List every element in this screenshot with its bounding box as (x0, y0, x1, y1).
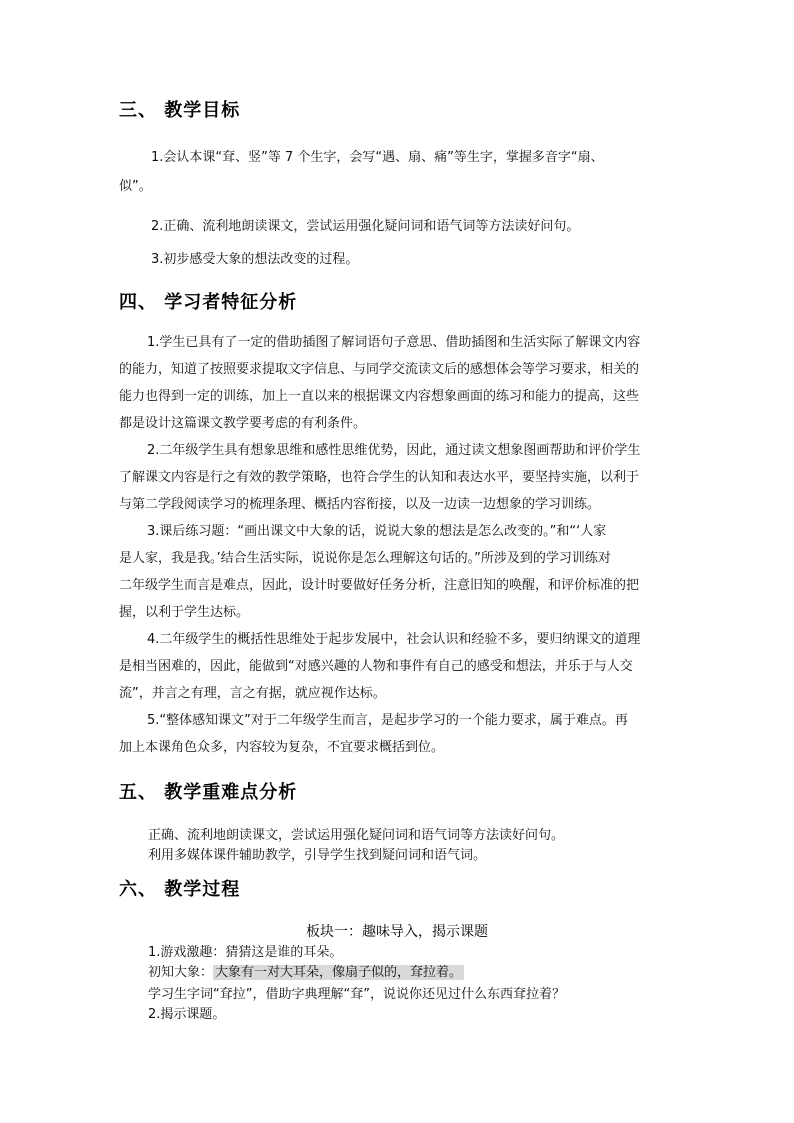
highlighted-sentence: 大象有一对大耳朵，像扇子似的，耷拉着。 (215, 965, 463, 980)
paragraph-line: 2.二年级学生具有想象思维和感性思维优势，因此，通过读文想象图画帮助和评价学生 (147, 443, 641, 458)
process-line-3: 学习生字词“耷拉”，借助字典理解“耷”，说说你还见过什么东西耷拉着？ (148, 987, 565, 1002)
process-line-2-prefix: 初知大象： (148, 965, 214, 980)
process-line-4: 2.揭示课题。 (148, 1007, 226, 1022)
process-line-2 (148, 964, 464, 982)
learner-paragraph-1 (119, 329, 679, 437)
paragraph-line: 加上本课角色众多，内容较为复杂，不宜要求概括到位。 (119, 740, 445, 755)
goal-1-line-1: 1.会认本课“耷、竖”等 7 个生字，会写“遇、扇、痛”等生字，掌握多音字“扇、 (151, 150, 604, 165)
goal-1-line-2: 似”。 (119, 179, 152, 194)
key-point-line-2: 利用多媒体课件辅助教学，引导学生找到疑问词和语气词。 (148, 848, 487, 863)
paragraph-line: 与第二学段阅读学习的梳理条理、概括内容衔接，以及一边读一边想象的学习训练。 (119, 497, 601, 512)
section-heading-key-points: 五、 教学重难点分析 (119, 782, 298, 803)
key-point-line-1: 正确、流利地朗读课文，尝试运用强化疑问词和语气词等方法读好问句。 (148, 828, 565, 843)
paragraph-line: 流”，并言之有理，言之有据，就应视作达标。 (119, 686, 386, 701)
paragraph-line: 了解课文内容是行之有效的教学策略，也符合学生的认知和表达水平，要坚持实施，以利于 (119, 470, 640, 485)
paragraph-line: 的能力，知道了按照要求提取文字信息、与同学交流读文后的感想体会等学习要求，相关的 (119, 362, 640, 377)
block-title: 板块一：趣味导入，揭示课题 (306, 924, 488, 940)
paragraph-line: 是人家，我是我。’结合生活实际，说说你是怎么理解这句话的。”所涉及到的学习训练对 (119, 551, 611, 566)
paragraph-line: 3.课后练习题：“画出课文中大象的话，说说大象的想法是怎么改变的。”和“‘人家 (147, 524, 607, 539)
learner-paragraph-2 (119, 437, 679, 518)
paragraph-line: 握，以利于学生达标。 (119, 605, 250, 620)
learner-paragraph-3 (119, 518, 679, 626)
process-line-1: 1.游戏激趣：猜猜这是谁的耳朵。 (148, 945, 343, 960)
section-heading-learner-analysis: 四、 学习者特征分析 (119, 292, 298, 313)
section-heading-teaching-process: 六、 教学过程 (119, 879, 241, 900)
paragraph-line: 是相当困难的，因此，能做到“对感兴趣的人物和事件有自己的感受和想法，并乐于与人交 (119, 659, 633, 674)
paragraph-line: 都是设计这篇课文教学要考虑的有利条件。 (119, 416, 367, 431)
learner-paragraph-5 (119, 707, 679, 761)
paragraph-line: 5.“整体感知课文”对于二年级学生而言，是起步学习的一个能力要求，属于难点。再 (147, 713, 628, 728)
goal-3: 3.初步感受大象的想法改变的过程。 (151, 252, 359, 267)
goal-2: 2.正确、流利地朗读课文，尝试运用强化疑问词和语气词等方法读好问句。 (151, 219, 580, 234)
paragraph-line: 能力也得到一定的训练，加上一直以来的根据课文内容想象画面的练习和能力的提高，这些 (119, 389, 640, 404)
learner-paragraph-4 (119, 626, 679, 707)
paragraph-line: 1.学生已具有了一定的借助插图了解词语句子意思、借助插图和生活实际了解课文内容 (147, 335, 641, 350)
paragraph-line: 二年级学生而言是难点，因此，设计时要做好任务分析，注意旧知的唤醒，和评价标准的把 (119, 578, 640, 593)
section-heading-teaching-goals: 三、 教学目标 (119, 100, 241, 121)
paragraph-line: 4.二年级学生的概括性思维处于起步发展中，社会认识和经验不多，要归纳课文的道理 (147, 632, 641, 647)
